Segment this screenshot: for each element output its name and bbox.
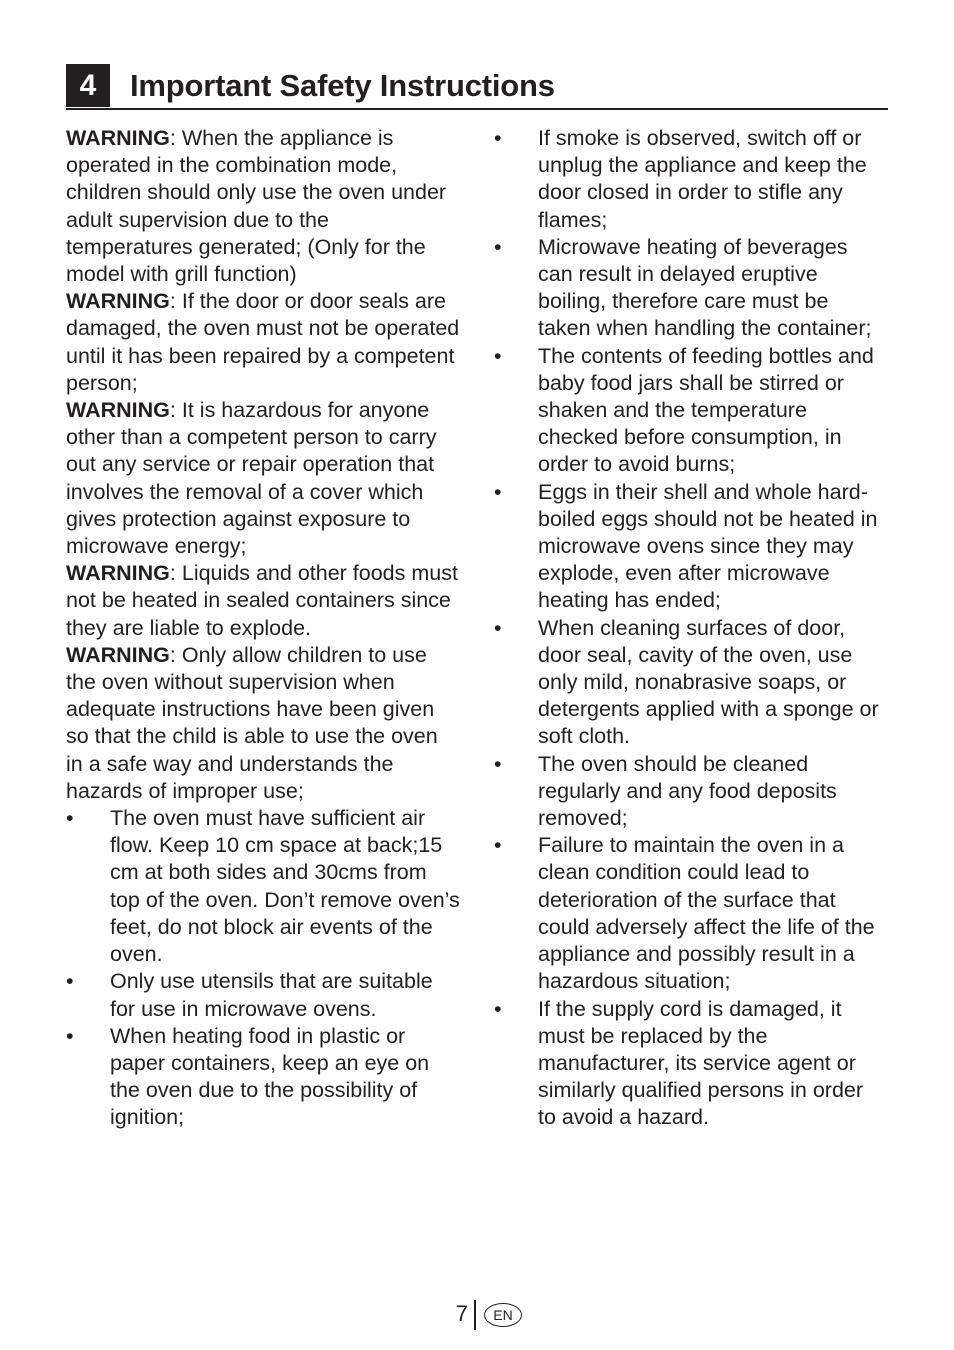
list-item	[494, 125, 886, 234]
warning-paragraph	[66, 125, 460, 288]
section-header	[66, 64, 888, 110]
warning-label: WARNING	[66, 398, 170, 423]
list-item-text: If the supply cord is damaged, it must be replaced by the manufacturer, its service agent or similarly qualified persons in order to avoid a hazard.	[538, 996, 864, 1130]
bullet-icon: •	[494, 833, 502, 858]
section-number-badge: 4	[66, 64, 110, 107]
bullet-icon: •	[494, 343, 502, 368]
right-column	[494, 125, 886, 1132]
warning-label: WARNING	[66, 126, 170, 150]
left-bullet-list	[66, 805, 460, 1131]
warning-label: WARNING	[66, 561, 170, 586]
warning-text: : It is hazardous for anyone other than a competent person to carry out any service or repair operation that involves the removal of a cover which gives protection against exposure to microwave energy;	[66, 398, 437, 559]
page-number: 7	[455, 1301, 468, 1326]
list-item-text: Microwave heating of beverages can result in delayed eruptive boiling, therefore care must be taken when handling the container;	[538, 234, 872, 341]
bullet-icon: •	[494, 615, 502, 640]
list-item-text: When cleaning surfaces of door, door seal, cavity of the oven, use only mild, nonabrasive soaps, or detergents applied with a sponge or soft cloth.	[538, 615, 879, 749]
warning-text: : Only allow children to use the oven without supervision when adequate instructions have been given so that the child is able to use the oven in a safe way and understands the hazards of improper use;	[66, 642, 438, 803]
list-item	[66, 968, 460, 1022]
list-item-text: Failure to maintain the oven in a clean condition could lead to deterioration of the surface that could adversely affect the life of the appliance and possibly result in a hazardous situation;	[538, 833, 875, 994]
list-item-text: Only use utensils that are suitable for use in microwave ovens.	[110, 969, 433, 1021]
left-column	[66, 125, 460, 1132]
bullet-icon: •	[66, 1023, 74, 1048]
warning-paragraph	[66, 288, 460, 397]
bullet-icon: •	[494, 996, 502, 1021]
warning-label: WARNING	[66, 642, 170, 667]
bullet-icon: •	[66, 806, 74, 831]
warning-text: : If the door or door seals are damaged, the oven must not be operated until it has been repaired by a competent person;	[66, 289, 460, 395]
bullet-icon: •	[494, 479, 502, 504]
list-item-text: The oven should be cleaned regularly and any food deposits removed;	[538, 751, 837, 831]
list-item	[494, 343, 886, 479]
warning-paragraph	[66, 642, 460, 805]
list-item-text: The contents of feeding bottles and baby food jars shall be stirred or shaken and the temperature checked before consumption, in order to avoid burns;	[538, 343, 874, 477]
list-item	[494, 234, 886, 343]
list-item	[494, 832, 886, 995]
list-item-text: When heating food in plastic or paper containers, keep an eye on the oven due to the possibility of ignition;	[110, 1023, 430, 1130]
language-badge: EN	[484, 1303, 522, 1327]
warning-text: : When the appliance is operated in the combination mode, children should only use the oven under adult supervision due to the temperatures generated; (Only for the model with grill function)	[66, 126, 447, 287]
list-item	[494, 996, 886, 1132]
bullet-icon: •	[66, 969, 74, 994]
list-item	[66, 1023, 460, 1132]
list-item	[494, 751, 886, 833]
warning-paragraph	[66, 560, 460, 642]
list-item-text: Eggs in their shell and whole hard-boiled eggs should not be heated in microwave ovens since they may explode, even after microwave heating has ended;	[538, 479, 878, 613]
list-item-text: If smoke is observed, switch off or unplug the appliance and keep the door closed in order to stifle any flames;	[538, 126, 867, 232]
list-item	[494, 615, 886, 751]
list-item	[494, 479, 886, 615]
bullet-icon: •	[494, 751, 502, 776]
list-item	[66, 805, 460, 968]
list-item-text: The oven must have sufficient air flow. Keep 10 cm space at back;15 cm at both sides and 30cms from top of the oven. Don’t remove oven’s feet, do not block air events of the oven.	[110, 806, 460, 967]
right-bullet-list	[494, 125, 886, 1132]
warning-paragraph	[66, 397, 460, 560]
footer-divider	[474, 1300, 476, 1330]
warning-label: WARNING	[66, 289, 170, 314]
section-title: Important Safety Instructions	[130, 68, 555, 103]
bullet-icon: •	[494, 126, 502, 150]
bullet-icon: •	[494, 234, 502, 259]
warning-text: : Liquids and other foods must not be heated in sealed containers since they are liable to explode.	[66, 561, 458, 640]
